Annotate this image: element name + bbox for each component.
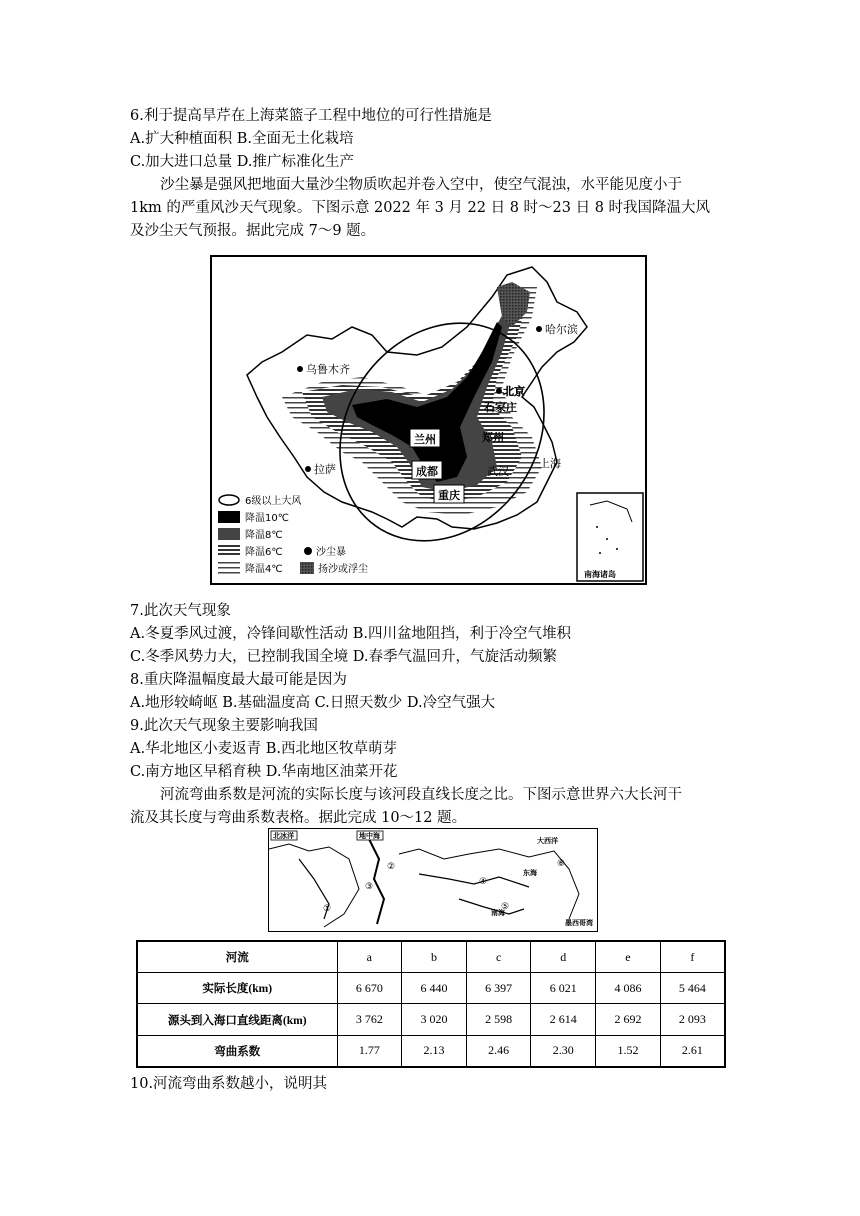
- city-lhasa: 拉萨: [314, 463, 336, 476]
- table-header-cell: c: [466, 941, 531, 973]
- intro2-line2: 流及其长度与弯曲系数表格。据此完成 10～12 题。: [130, 810, 467, 826]
- table-header-cell: d: [531, 941, 596, 973]
- table-cell: 2.30: [531, 1035, 596, 1067]
- table-cell: 6 397: [466, 973, 531, 1004]
- table-row: [137, 973, 725, 1004]
- legend-cool6: 降温6℃: [245, 547, 283, 558]
- harbin-marker: [536, 326, 542, 332]
- label-sea1: 东海: [523, 869, 537, 877]
- q6-stem: 6.利于提高旱芹在上海菜篮子工程中地位的可行性措施是: [130, 108, 492, 124]
- q6-options-cd: C.加大进口总量 D.推广标准化生产: [130, 154, 355, 170]
- q7-options-cd: C.冬季风势力大，已控制我国全境 D.春季气温回升，气旋活动频繁: [130, 649, 558, 665]
- legend-cool8: 降温8℃: [245, 530, 283, 541]
- q9-stem: 9.此次天气现象主要影响我国: [130, 718, 318, 734]
- q7-options-ab: A.冬夏季风过渡，冷锋间歇性活动 B.四川盆地阻挡，利于冷空气堆积: [130, 626, 571, 642]
- table-cell: 源头到入海口直线距离(km): [137, 1004, 337, 1035]
- city-shijiazhuang: 石家庄: [484, 401, 517, 414]
- city-chongqing: 重庆: [438, 489, 460, 502]
- rivers-map-svg: [269, 829, 596, 930]
- table-header-cell: b: [402, 941, 467, 973]
- label-n2: ②: [387, 862, 396, 872]
- intro2-line1: 河流弯曲系数是河流的实际长度与该河段直线长度之比。下图示意世界六大长河干: [160, 787, 682, 803]
- beijing-marker: [496, 388, 502, 394]
- label-n6: ⑥: [557, 859, 566, 869]
- city-wuhan: 武汉: [487, 465, 509, 478]
- city-shanghai: 上海: [539, 457, 561, 470]
- table-cell: 3 762: [337, 1004, 402, 1035]
- label-ocean2: 地中海: [359, 832, 380, 840]
- table-header-row: [137, 941, 725, 973]
- table-header-cell: 河流: [137, 941, 337, 973]
- table-header-cell: e: [596, 941, 661, 973]
- q7-stem: 7.此次天气现象: [130, 603, 231, 619]
- china-map-svg: [212, 257, 645, 583]
- table-cell: 2 614: [531, 1004, 596, 1035]
- table-row: [137, 1035, 725, 1067]
- label-ocean3: 大西洋: [537, 837, 558, 845]
- river-table: [136, 940, 726, 1068]
- city-harbin: 哈尔滨: [545, 323, 578, 336]
- table-cell: 2 692: [596, 1004, 661, 1035]
- world-rivers-map: [268, 828, 598, 932]
- table-header-cell: f: [660, 941, 725, 973]
- city-beijing: 北京: [503, 385, 525, 398]
- south-china-sea-inset: [577, 493, 643, 581]
- table-cell: 6 440: [402, 973, 467, 1004]
- table-cell: 1.52: [596, 1035, 661, 1067]
- table-cell: 实际长度(km): [137, 973, 337, 1004]
- urumqi-marker: [297, 366, 303, 372]
- label-sea2: 南海: [491, 909, 505, 917]
- legend-cool4: 降温4℃: [245, 564, 283, 575]
- map-legend: [218, 494, 368, 575]
- q8-options: A.地形较崎岖 B.基础温度高 C.日照天数少 D.冷空气强大: [130, 695, 496, 711]
- table-cell: 1.77: [337, 1035, 402, 1067]
- intro1-line1: 沙尘暴是强风把地面大量沙尘物质吹起并卷入空中，使空气混浊，水平能见度小于: [160, 177, 682, 193]
- intro1-line2: 1km 的严重风沙天气现象。下图示意 2022 年 3 月 22 日 8 时～23 日 8 时我国降温大风: [130, 200, 711, 216]
- label-n1: ①: [323, 904, 332, 914]
- city-lanzhou: 兰州: [414, 433, 436, 446]
- china-weather-map: [210, 255, 647, 585]
- table-header-cell: a: [337, 941, 402, 973]
- table-cell: 弯曲系数: [137, 1035, 337, 1067]
- q9-options-ab: A.华北地区小麦返青 B.西北地区牧草萌芽: [130, 741, 397, 757]
- table-cell: 6 021: [531, 973, 596, 1004]
- label-ocean1: 北冰洋: [273, 832, 294, 840]
- table-cell: 4 086: [596, 973, 661, 1004]
- intro1-line3: 及沙尘天气预报。据此完成 7～9 题。: [130, 223, 376, 239]
- table-cell: 3 020: [402, 1004, 467, 1035]
- lhasa-marker: [305, 466, 311, 472]
- table-cell: 2.46: [466, 1035, 531, 1067]
- table-cell: 2 598: [466, 1004, 531, 1035]
- label-n5: ⑤: [501, 902, 510, 912]
- label-ocean4: 墨西哥湾: [565, 919, 593, 927]
- table-cell: 2.13: [402, 1035, 467, 1067]
- legend-dust: 扬沙或浮尘: [318, 564, 368, 575]
- q10-stem: 10.河流弯曲系数越小，说明其: [130, 1076, 328, 1092]
- table-row: [137, 1004, 725, 1035]
- table-cell: 2.61: [660, 1035, 725, 1067]
- label-n4: ④: [479, 877, 488, 887]
- table-cell: 6 670: [337, 973, 402, 1004]
- legend-cool10: 降温10℃: [245, 513, 289, 524]
- inset-label: 南海诸岛: [584, 570, 616, 579]
- q9-options-cd: C.南方地区早稻育秧 D.华南地区油菜开花: [130, 764, 398, 780]
- city-zhengzhou: 郑州: [482, 431, 504, 444]
- label-n3: ③: [365, 882, 374, 892]
- table-cell: 2 093: [660, 1004, 725, 1035]
- table-cell: 5 464: [660, 973, 725, 1004]
- legend-wind: 6级以上大风: [245, 496, 302, 507]
- q8-stem: 8.重庆降温幅度最大最可能是因为: [130, 672, 347, 688]
- city-chengdu: 成都: [416, 465, 438, 478]
- legend-sandstorm: 沙尘暴: [316, 547, 346, 558]
- q6-options-ab: A.扩大种植面积 B.全面无土化栽培: [130, 131, 354, 147]
- city-urumqi: 乌鲁木齐: [306, 363, 350, 376]
